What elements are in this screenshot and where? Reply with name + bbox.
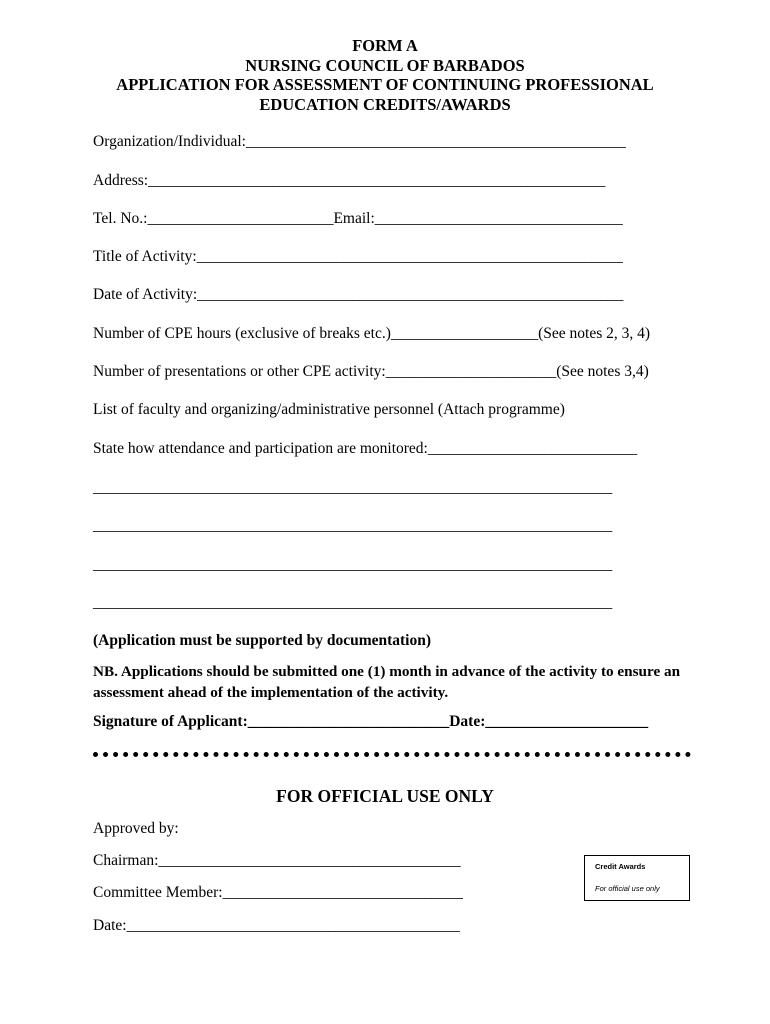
credit-awards-note: For official use only xyxy=(595,884,660,893)
blank-line-2[interactable]: ___________________________________________________________________ xyxy=(93,517,613,534)
blank-line-3[interactable]: ___________________________________________________________________ xyxy=(93,556,613,573)
documentation-note: (Application must be supported by documentation) xyxy=(93,632,432,649)
credit-awards-box xyxy=(584,855,690,901)
form-title-line1: APPLICATION FOR ASSESSMENT OF CONTINUING PROFESSIONAL xyxy=(116,75,654,94)
form-header xyxy=(0,36,770,114)
chairman-field[interactable]: Chairman:_______________________________________ xyxy=(93,852,461,869)
separator-dotted-line xyxy=(93,752,691,757)
form-label: FORM A xyxy=(352,36,418,55)
address-field[interactable]: Address:___________________________________________________________ xyxy=(93,172,606,189)
official-use-heading: FOR OFFICIAL USE ONLY xyxy=(276,786,494,806)
official-date-field[interactable]: Date:___________________________________________ xyxy=(93,917,460,934)
credit-awards-title: Credit Awards xyxy=(595,862,646,871)
presentations-field[interactable]: Number of presentations or other CPE activity:______________________(See notes 3,4) xyxy=(93,363,649,380)
faculty-list-label: List of faculty and organizing/administrative personnel (Attach programme) xyxy=(93,401,565,418)
committee-member-field[interactable]: Committee Member:_______________________________ xyxy=(93,884,463,901)
blank-line-4[interactable]: ___________________________________________________________________ xyxy=(93,594,613,611)
attendance-monitoring-field[interactable]: State how attendance and participation are monitored:___________________________ xyxy=(93,440,638,457)
council-name: NURSING COUNCIL OF BARBADOS xyxy=(245,55,525,75)
approved-by-label: Approved by: xyxy=(93,820,179,837)
title-of-activity-field[interactable]: Title of Activity:_______________________________________________________ xyxy=(93,248,623,265)
signature-field[interactable]: Signature of Applicant:__________________________Date:_____________________ xyxy=(93,713,649,730)
blank-line-1[interactable]: ___________________________________________________________________ xyxy=(93,479,613,496)
cpe-hours-field[interactable]: Number of CPE hours (exclusive of breaks etc.)___________________(See notes 2, 3, 4) xyxy=(93,325,651,342)
tel-email-field[interactable]: Tel. No.:________________________Email:________________________________ xyxy=(93,210,623,227)
form-title-line2: EDUCATION CREDITS/AWARDS xyxy=(259,94,511,114)
organization-field[interactable]: Organization/Individual:_________________________________________________ xyxy=(93,133,626,150)
date-of-activity-field[interactable]: Date of Activity:_______________________________________________________ xyxy=(93,286,624,303)
nb-note: NB. Applications should be submitted one (1) month in advance of the activity to ensure an assessment ahead of the implementation of the activity. xyxy=(93,663,681,701)
